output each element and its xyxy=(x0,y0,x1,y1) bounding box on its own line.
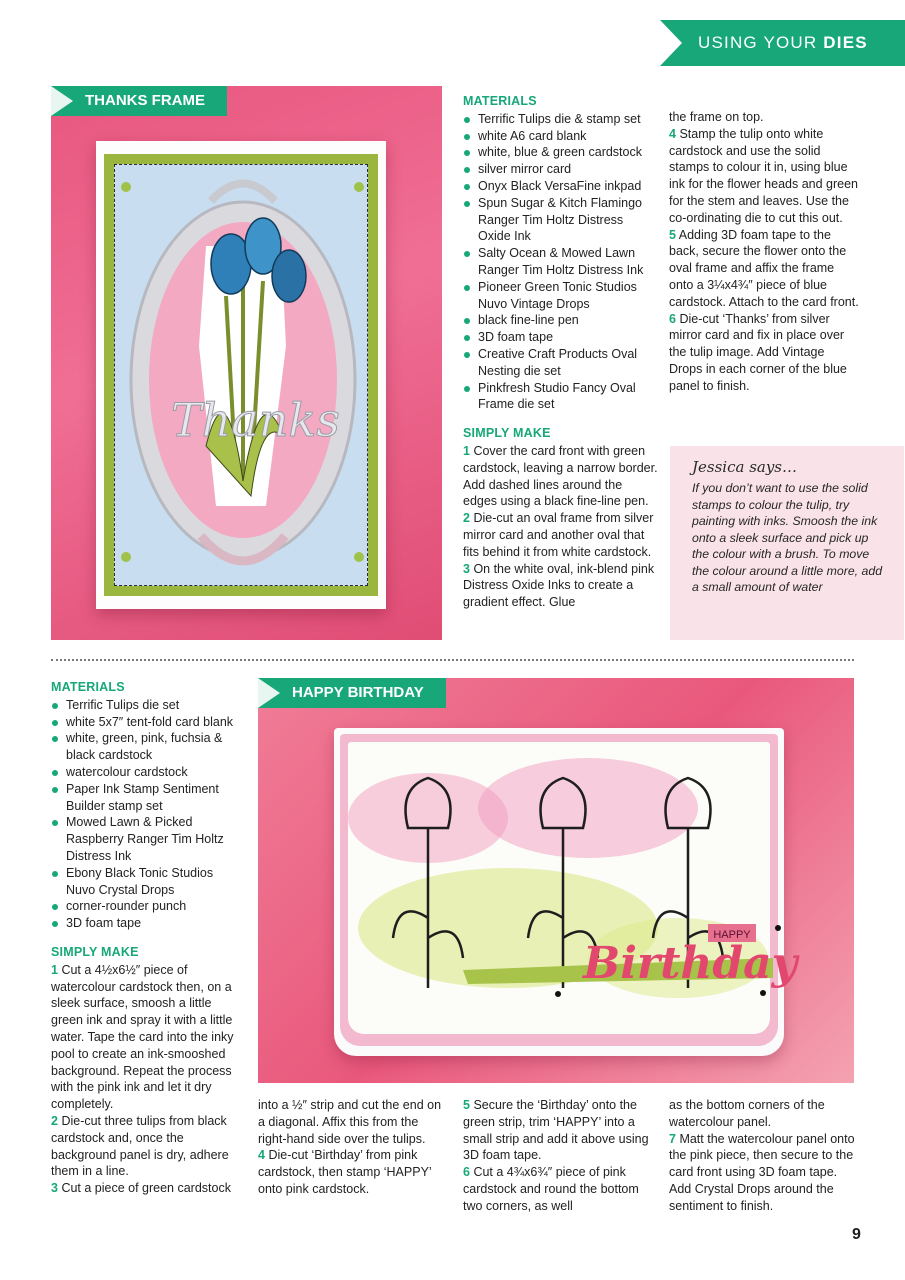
list-item: 3D foam tape xyxy=(51,915,239,932)
step-continued: the frame on top. xyxy=(669,110,764,124)
thanks-card-art xyxy=(51,86,442,640)
step: 1 Cover the card front with green cardstock, leaving a narrow border. Add dashed lines around the edges using a black fine-line pen. xyxy=(463,443,658,509)
list-item: white, blue & green cardstock xyxy=(463,144,658,161)
birthday-card-art xyxy=(258,678,854,1083)
list-item: white, green, pink, fuchsia & black cardstock xyxy=(51,730,239,764)
birthday-steps-column-3 xyxy=(463,1097,655,1215)
step-continued: into a ½″ strip and cut the end on a diagonal. Affix this from the right-hand side over the tulips. xyxy=(258,1098,442,1146)
step: 2 Die-cut three tulips from black cardstock and, once the background panel is dry, adhere them in a line. xyxy=(51,1113,229,1179)
section-divider xyxy=(51,659,854,661)
birthday-steps-column-4 xyxy=(669,1097,861,1215)
list-item: 3D foam tape xyxy=(463,329,658,346)
list-item: Spun Sugar & Kitch Flamingo Ranger Tim Holtz Distress Oxide Ink xyxy=(463,195,658,245)
list-item: corner-rounder punch xyxy=(51,898,239,915)
section-header-title: USING YOUR DIES xyxy=(698,33,868,52)
step: 7 Matt the watercolour panel onto the pink piece, then secure to the card front using 3D foam tape. Add Crystal Drops around the sentiment to finish. xyxy=(669,1131,855,1213)
list-item: Creative Craft Products Oval Nesting die set xyxy=(463,346,658,380)
list-item: Terrific Tulips die set xyxy=(51,697,239,714)
materials-list xyxy=(51,697,239,932)
step: 5 Secure the ‘Birthday’ onto the green strip, trim ‘HAPPY’ into a small strip and add it above using 3D foam tape. xyxy=(463,1098,649,1163)
thanks-frame-photo xyxy=(51,86,442,640)
photo-happy-word: HAPPY xyxy=(713,929,751,941)
thanks-materials-column xyxy=(463,93,658,611)
list-item: Pioneer Green Tonic Studios Nuvo Vintage Drops xyxy=(463,279,658,313)
header-notch xyxy=(660,20,682,66)
list-item: white 5x7″ tent-fold card blank xyxy=(51,714,239,731)
list-item: Onyx Black VersaFine inkpad xyxy=(463,178,658,195)
crystal-drop xyxy=(555,991,561,997)
simply-make-heading: SIMPLY MAKE xyxy=(51,944,139,959)
vintage-drop xyxy=(354,182,364,192)
vintage-drop xyxy=(354,552,364,562)
page-number: 9 xyxy=(852,1226,861,1243)
materials-heading: MATERIALS xyxy=(463,94,537,108)
crystal-drop xyxy=(775,925,781,931)
list-item: Paper Ink Stamp Sentiment Builder stamp set xyxy=(51,781,239,815)
birthday-materials-column xyxy=(51,679,239,1197)
step: 6 Die-cut ‘Thanks’ from silver mirror card and fix in place over the tulip image. Add Vintage Drops in each corner of the blue panel to finish. xyxy=(669,311,847,393)
photo-birthday-word: Birthday xyxy=(583,938,798,989)
happy-birthday-label: HAPPY BIRTHDAY xyxy=(258,678,446,708)
happy-birthday-photo xyxy=(258,678,854,1083)
frame-crest xyxy=(211,184,275,202)
tulip-head xyxy=(272,250,306,302)
list-item: Terrific Tulips die & stamp set xyxy=(463,111,658,128)
section-header-tab xyxy=(660,20,905,66)
step: 2 Die-cut an oval frame from silver mirror card and another oval that fits behind it from white cardstock. xyxy=(463,511,654,559)
thanks-steps-column xyxy=(669,109,861,395)
list-item: watercolour cardstock xyxy=(51,764,239,781)
step: 3 Cut a piece of green cardstock xyxy=(51,1181,231,1196)
materials-heading: MATERIALS xyxy=(51,680,125,694)
step: 4 Die-cut ‘Birthday’ from pink cardstock, then stamp ‘HAPPY’ onto pink cardstock. xyxy=(258,1148,432,1196)
list-item: black fine-line pen xyxy=(463,312,658,329)
list-item: Mowed Lawn & Picked Raspberry Ranger Tim Holtz Distress Ink xyxy=(51,814,239,864)
tip-body: If you don’t want to use the solid stamps to colour the tulip, try painting with inks. Smoosh the ink onto a sleek surface and pick up the colour with a brush. To move the colour around a little more, add a small amount of water xyxy=(692,481,883,594)
list-item: silver mirror card xyxy=(463,161,658,178)
list-item: white A6 card blank xyxy=(463,128,658,145)
birthday-steps-column-2 xyxy=(258,1097,448,1198)
vintage-drop xyxy=(121,552,131,562)
step: 4 Stamp the tulip onto white cardstock and use the solid stamps to colour it in, using blue ink for the flower heads and green for the stem and leaves. Use the co-ordinating die to cut this out. xyxy=(669,126,859,225)
materials-list xyxy=(463,111,658,413)
step: 5 Adding 3D foam tape to the back, secure the flower onto the oval frame and affix the frame onto a 3¼x4¾″ piece of blue cardstock. Attach to the card front. xyxy=(669,227,859,309)
step: 1 Cut a 4½x6½″ piece of watercolour cardstock then, on a sleek surface, smoosh a little green ink and spray it with a little water. Tape the card into the inky pool to create an ink-smooshed background. Repeat the process with the pink ink and let it dry completely. xyxy=(51,962,234,1112)
step: 3 On the white oval, ink-blend pink Distress Oxide Inks to create a gradient effect. Glue xyxy=(463,561,655,610)
step: 6 Cut a 4¾x6¾″ piece of pink cardstock and round the bottom two corners, as well xyxy=(463,1165,639,1213)
step-continued: as the bottom corners of the watercolour panel. xyxy=(669,1098,825,1129)
list-item: Salty Ocean & Mowed Lawn Ranger Tim Holtz Distress Ink xyxy=(463,245,658,279)
photo-thanks-word: Thanks xyxy=(171,393,340,447)
crystal-drop xyxy=(760,990,766,996)
thanks-frame-label: THANKS FRAME xyxy=(51,86,227,116)
vintage-drop xyxy=(121,182,131,192)
tip-title: Jessica says… xyxy=(692,458,798,476)
list-item: Ebony Black Tonic Studios Nuvo Crystal Drops xyxy=(51,865,239,899)
tip-box xyxy=(670,446,904,640)
simply-make-heading: SIMPLY MAKE xyxy=(463,426,551,441)
list-item: Pinkfresh Studio Fancy Oval Frame die set xyxy=(463,380,658,414)
